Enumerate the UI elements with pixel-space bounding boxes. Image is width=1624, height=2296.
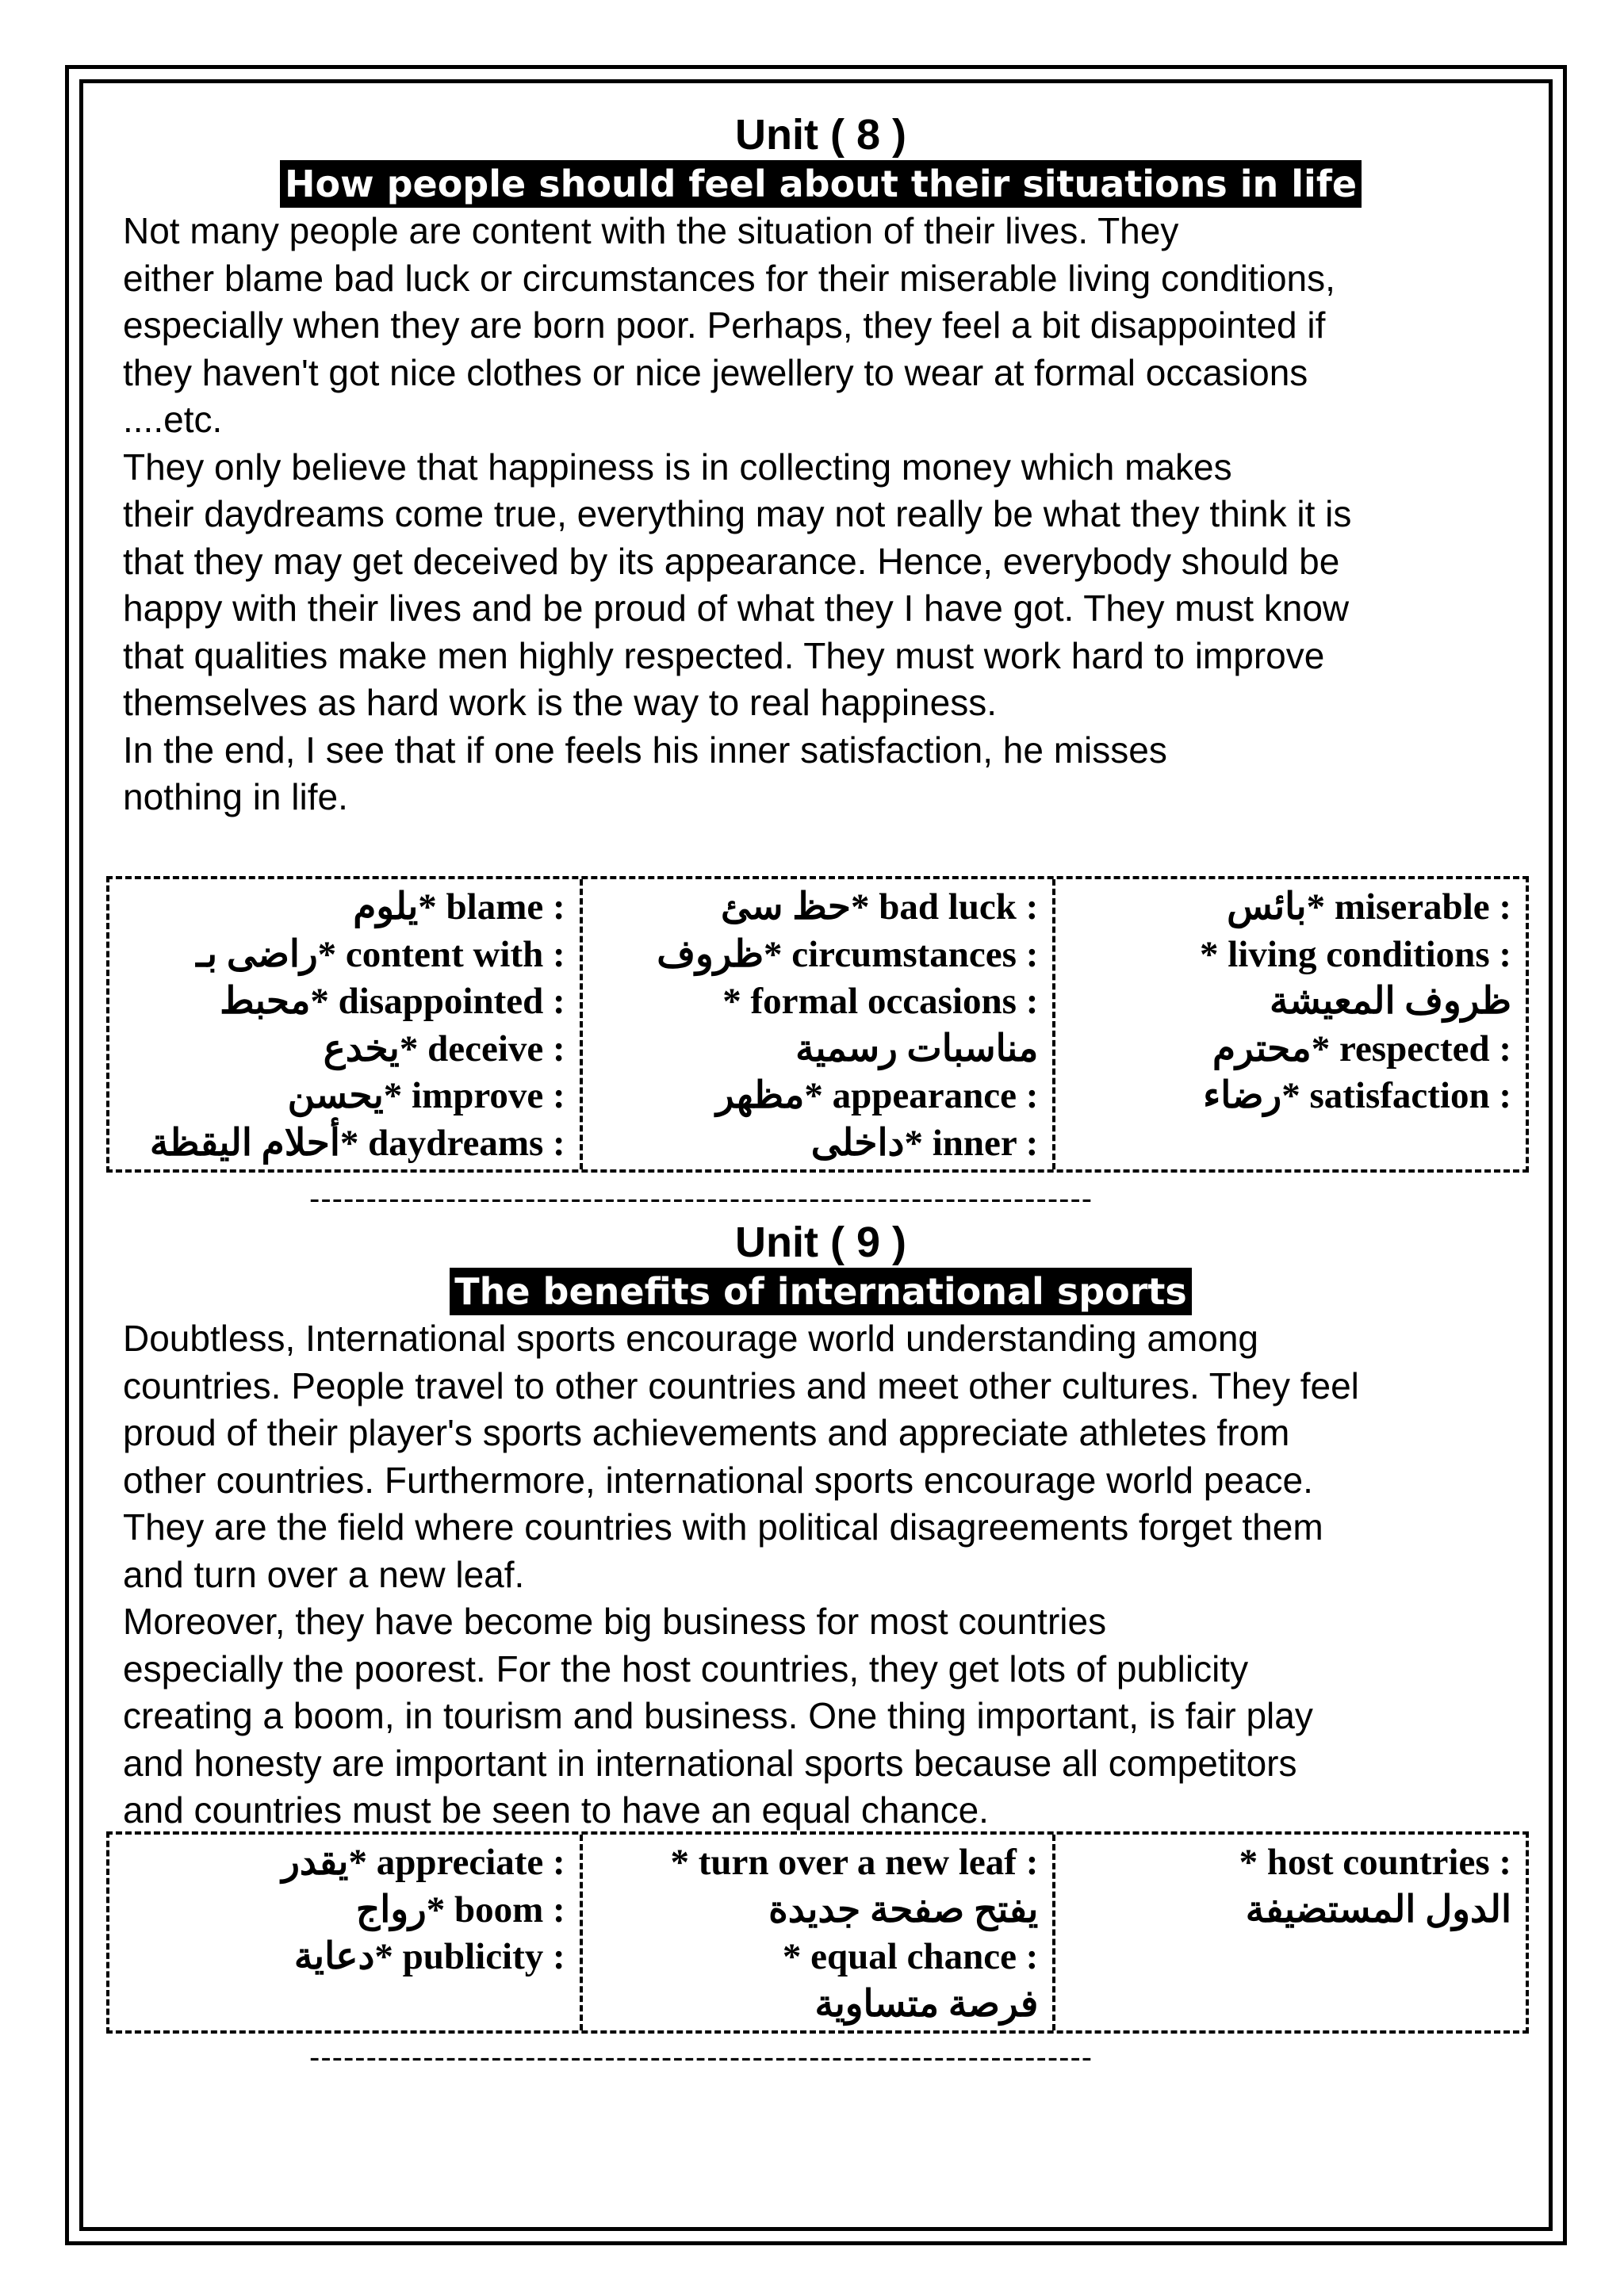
unit8-vocab-col-1 xyxy=(109,879,580,1169)
vocab-item: حظ سئ* bad luck : xyxy=(720,886,1039,928)
vocab-item: مناسبات رسمية xyxy=(795,1027,1039,1070)
unit8-paragraph-2: They only believe that happiness is in collecting money which makes their daydreams come true, everything may not really be what they think it is that they may get deceived by its appearance. Hence, everybody should be happy with their lives and be proud of what they I have got. They must know that qualities make men highly respected. They must work hard to improve themselves as hard work is the way to real happiness. xyxy=(123,446,1352,723)
unit8-paragraph-1: Not many people are content with the situation of their lives. They either blame bad luck or circumstances for their miserable living conditions, especially when they are born poor. Perhaps, they feel a bit disappointed if they haven't got nice clothes or nice jewellery to wear at formal occasions ....etc. xyxy=(123,210,1335,440)
unit9-vocab-col-3 xyxy=(1052,1835,1526,2030)
vocab-item: راضى بـ* content with : xyxy=(196,933,565,975)
vocab-item: يحسن* improve : xyxy=(287,1075,565,1116)
unit9-section xyxy=(123,1217,1519,1835)
unit8-paragraph-3: In the end, I see that if one feels his inner satisfaction, he misses nothing in life. xyxy=(123,729,1167,817)
vocab-item: محبط* disappointed : xyxy=(220,981,565,1022)
vocab-item: الدول المستضيفة xyxy=(1245,1888,1512,1931)
unit8-vocabulary-box xyxy=(106,876,1529,1173)
vocab-item: ظروف المعيشة xyxy=(1269,981,1512,1022)
vocab-item: محترم* respected : xyxy=(1212,1027,1512,1070)
unit9-paragraph-2: Moreover, they have become big business for most countries especially the poorest. For the host countries, they get lots of publicity creating a boom, in tourism and business. One thing important, is fair play and honesty are important in international sports because all competitors and countries must be seen to have an equal chance. xyxy=(123,1601,1313,1831)
vocab-item: أحلام اليقظة* daydreams : xyxy=(149,1122,565,1164)
vocab-item: فرصة متساوية xyxy=(814,1983,1039,2025)
vocab-item: دعاية* publicity : xyxy=(293,1936,565,1977)
vocab-item: يلوم* blame : xyxy=(353,886,565,928)
unit8-vocab-col-2 xyxy=(580,879,1053,1169)
unit9-title: Unit ( 9 ) xyxy=(735,1219,906,1266)
unit8-section xyxy=(123,109,1519,821)
unit8-vocab-col-3 xyxy=(1052,879,1526,1169)
vocab-item: * equal chance : xyxy=(782,1936,1039,1977)
vocab-item: داخلى* inner : xyxy=(810,1122,1039,1164)
unit9-vocab-col-1 xyxy=(109,1835,580,2030)
unit9-vocab-col-2 xyxy=(580,1835,1053,2030)
vocab-item: يفتح صفحة جديدة xyxy=(768,1888,1039,1931)
section-separator-bottom: --------------------------------------------------------------------- xyxy=(309,2040,1094,2075)
unit9-banner: The benefits of international sports xyxy=(450,1268,1192,1315)
unit8-banner: How people should feel about their situations in life xyxy=(280,160,1362,208)
section-separator: --------------------------------------------------------------------- xyxy=(309,1181,1094,1216)
vocab-item: * turn over a new leaf : xyxy=(670,1842,1039,1883)
vocab-item: مظهر* appearance : xyxy=(716,1075,1039,1116)
vocab-item: رضاء* satisfaction : xyxy=(1203,1075,1512,1116)
vocab-item: بائس* miserable : xyxy=(1227,886,1512,928)
vocab-item: * host countries : xyxy=(1239,1842,1512,1883)
unit9-paragraph-1: Doubtless, International sports encourage world understanding among countries. People travel to other countries and meet other cultures. They feel proud of their player's sports achievements and appreciate athletes from other countries. Furthermore, international sports encourage world peace. They are the field where countries with political disagreements forget them and turn over a new leaf. xyxy=(123,1318,1359,1595)
unit8-title: Unit ( 8 ) xyxy=(735,111,906,159)
vocab-item: يخدع* deceive : xyxy=(323,1027,565,1070)
vocab-item: * formal occasions : xyxy=(722,981,1039,1022)
vocab-item: ظروف* circumstances : xyxy=(657,933,1039,975)
unit9-vocabulary-box xyxy=(106,1831,1529,2034)
vocab-item: يقدر* appreciate : xyxy=(282,1842,565,1883)
vocab-item: * living conditions : xyxy=(1199,933,1512,975)
vocab-item: رواج* boom : xyxy=(355,1888,565,1931)
